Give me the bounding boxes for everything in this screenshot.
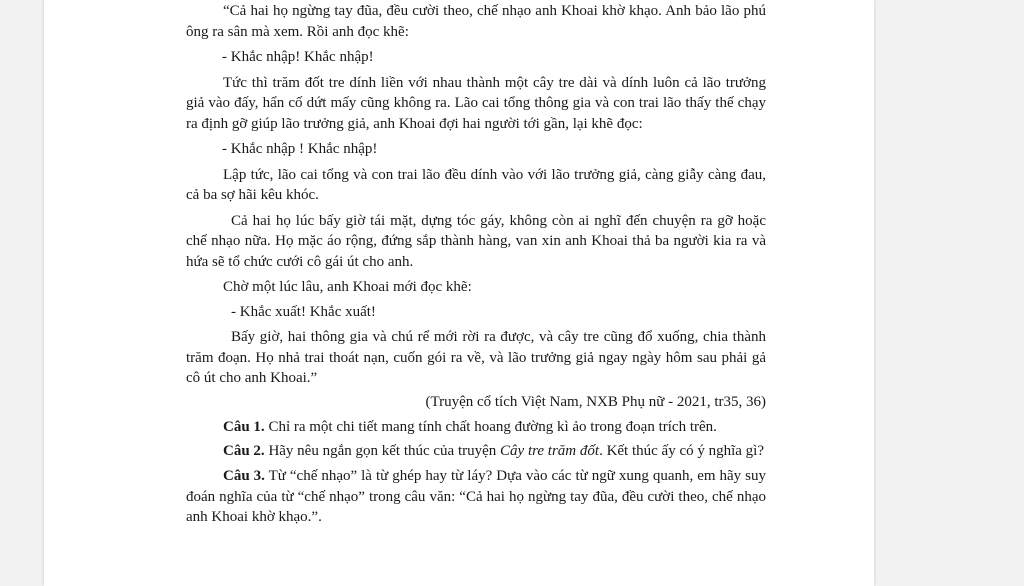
question-3-label: Câu 3. (223, 468, 265, 484)
question-1-text: Chỉ ra một chi tiết mang tính chất hoang đường kì ảo trong đoạn trích trên. (264, 419, 717, 435)
question-2 (186, 441, 766, 462)
story-paragraph-6: Bấy giờ, hai thông gia và chú rể mới rời ra được, và cây tre cũng đổ xuống, chia thành trăm đoạn. Họ nhả trai thoát nạn, cuốn gói ra về, và lão trưởng giả ngay ngày hôm sau phải gả cô út cho anh Khoai.” (186, 329, 766, 386)
source-citation: (Truyện cổ tích Việt Nam, NXB Phụ nữ - 2021, tr35, 36) (425, 393, 766, 410)
question-3-text: Từ “chế nhạo” là từ ghép hay từ láy? Dựa vào các từ ngữ xung quanh, em hãy suy đoán nghĩa của từ “chế nhạo” trong câu văn: “Cả hai họ ngừng tay đũa, đều cười theo, chế nhạo anh Khoai khờ khạo.”. (186, 468, 766, 525)
question-3 (186, 466, 766, 528)
story-paragraph-3: Lập tức, lão cai tổng và con trai lão đều dính vào với lão trưởng giả, càng giẫy càng đau, cả ba sợ hãi kêu khóc. (186, 166, 766, 203)
question-2-text-before: Hãy nêu ngắn gọn kết thúc của truyện (264, 442, 501, 459)
story-paragraph-4: Cả hai họ lúc bấy giờ tái mặt, dựng tóc gáy, không còn ai nghĩ đến chuyện ra gỡ hoặc chế nhạo nữa. Họ mặc áo rộng, đứng sắp thành hàng, van xin anh Khoai thả ba người kia ra và hứa sẽ tổ chức cưới cô gái út cho anh. (186, 212, 766, 270)
dialogue-line-2: - Khắc nhập ! Khắc nhập! (222, 141, 378, 157)
question-1-label: Câu 1. (223, 419, 265, 435)
question-2-label: Câu 2. (223, 442, 265, 459)
story-paragraph-2: Tức thì trăm đốt tre dính liền với nhau thành một cây tre dài và dính luôn cả lão trưởng giả vào đấy, hẩn cố dứt mấy cũng không ra. Lão cai tổng thông gia và con trai lão thấy thế chạy ra định gỡ giúp lão trưởng giả, anh Khoai đợi hai người tới gần, lại khẽ đọc: (186, 74, 766, 132)
dialogue-line-1: - Khắc nhập! Khắc nhập! (222, 49, 374, 65)
question-2-text-after: . Kết thúc ấy có ý nghĩa gì? (599, 442, 765, 459)
question-1 (186, 417, 766, 438)
story-paragraph-5: Chờ một lúc lâu, anh Khoai mới đọc khẽ: (223, 279, 472, 295)
document-text (186, 0, 766, 528)
story-paragraph-1: “Cả hai họ ngừng tay đũa, đều cười theo, chế nhạo anh Khoai khờ khạo. Anh bảo lão phú ông ra sân mà xem. Rồi anh đọc khẽ: (186, 3, 766, 40)
story-title: Cây tre trăm đốt (500, 442, 600, 459)
dialogue-line-3: - Khắc xuất! Khắc xuất! (231, 303, 376, 320)
